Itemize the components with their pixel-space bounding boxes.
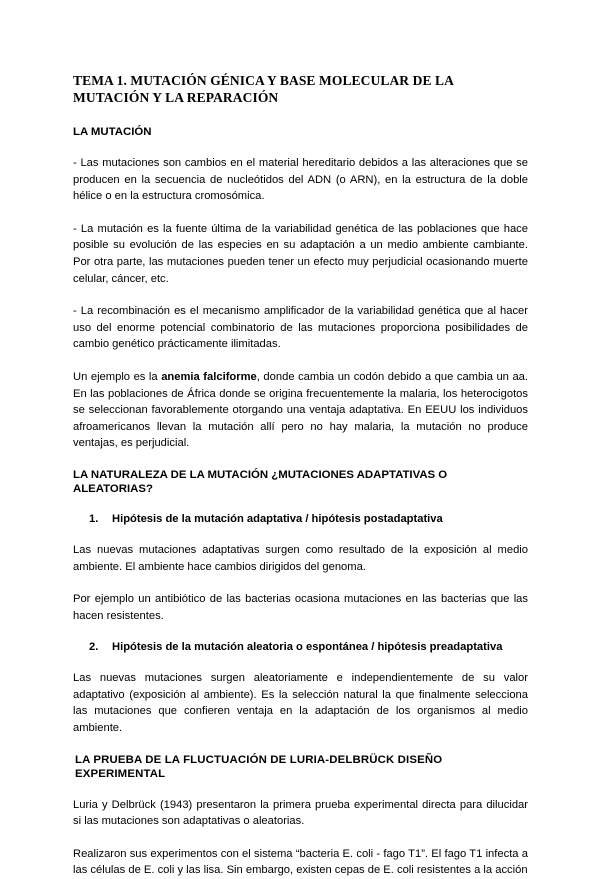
document-title: TEMA 1. MUTACIÓN GÉNICA Y BASE MOLECULAR DE LA MUTACIÓN Y LA REPARACIÓN bbox=[73, 73, 454, 105]
paragraph: Luria y Delbrück (1943) presentaron la primera prueba experimental directa para dilucidar si las mutaciones son adaptativas o aleatorias. bbox=[73, 798, 528, 828]
bold-term: anemia falciforme bbox=[161, 370, 257, 383]
list-number: 2. bbox=[89, 641, 99, 654]
text-run: , donde cambia un codón debido a que cambia un aa. En las poblaciones de África donde se origina frecuentemente la malaria, los heterocigotos se seleccionan favorablemente otorgando una ventaja adaptativa. En EEUU los individuos afroamericanos llevan la mutación allí pero no hay malaria, la mutación no produce ventajas, es perjudicial. bbox=[73, 370, 529, 450]
numbered-heading-text: Hipótesis de la mutación adaptativa / hipótesis postadaptativa bbox=[112, 512, 443, 525]
paragraph-anemia bbox=[73, 369, 528, 452]
list-number: 1. bbox=[89, 512, 99, 525]
section-heading-naturaleza: LA NATURALEZA DE LA MUTACIÓN ¿MUTACIONES ADAPTATIVAS O ALEATORIAS? bbox=[73, 468, 448, 495]
numbered-heading-2 bbox=[89, 640, 528, 654]
paragraph: Por ejemplo un antibiótico de las bacterias ocasiona mutaciones en las bacterias que las hacen resistentes. bbox=[73, 593, 528, 622]
paragraph: Las nuevas mutaciones adaptativas surgen como resultado de la exposición al medio ambiente. El ambiente hace cambios dirigidos del genoma. bbox=[73, 543, 528, 573]
paragraph: Realizaron sus experimentos con el sistema “bacteria E. coli - fago T1”. El fago T1 infecta a las células de E. coli y las lisa. Sin embargo, existen cepas de E. coli resistentes a la acción bbox=[73, 847, 528, 877]
paragraph: - La mutación es la fuente última de la variabilidad genética de las poblaciones que hace posible su evolución de las especies en su adaptación a un medio ambiente cambiante. Por otra parte, las mutaciones pueden tener un efecto muy perjudicial ocasionando muerte celular, cáncer, etc. bbox=[73, 222, 528, 285]
paragraph: - La recombinación es el mecanismo amplificador de la variabilidad genética que al hacer uso del enorme potencial combinatorio de las mutaciones proporciona posibilidades de cambio genético prácticamente ilimitadas. bbox=[73, 305, 528, 351]
numbered-heading-1 bbox=[89, 512, 528, 526]
text-run: Un ejemplo es la bbox=[73, 370, 162, 383]
paragraph: Las nuevas mutaciones surgen aleatoriamente e independientemente de su valor adaptativo (exposición al ambiente). Es la selección natural la que finalmente selecciona las mutaciones que confieren ventaja en la adaptación de los organismos al medio ambiente. bbox=[73, 672, 528, 735]
numbered-heading-text: Hipótesis de la mutación aleatoria o espontánea / hipótesis preadaptativa bbox=[112, 641, 503, 654]
section-heading-mutacion: LA MUTACIÓN bbox=[73, 126, 152, 138]
paragraph: - Las mutaciones son cambios en el material hereditario debidos a las alteraciones que se producen en la secuencia de nucleótidos del ADN (o ARN), en la estructura de la doble hélice o en la estructura cromosómica. bbox=[73, 157, 528, 203]
section-heading-fluctuacion: LA PRUEBA DE LA FLUCTUACIÓN DE LURIA-DELBRÜCK DISEÑO EXPERIMENTAL bbox=[75, 753, 443, 780]
